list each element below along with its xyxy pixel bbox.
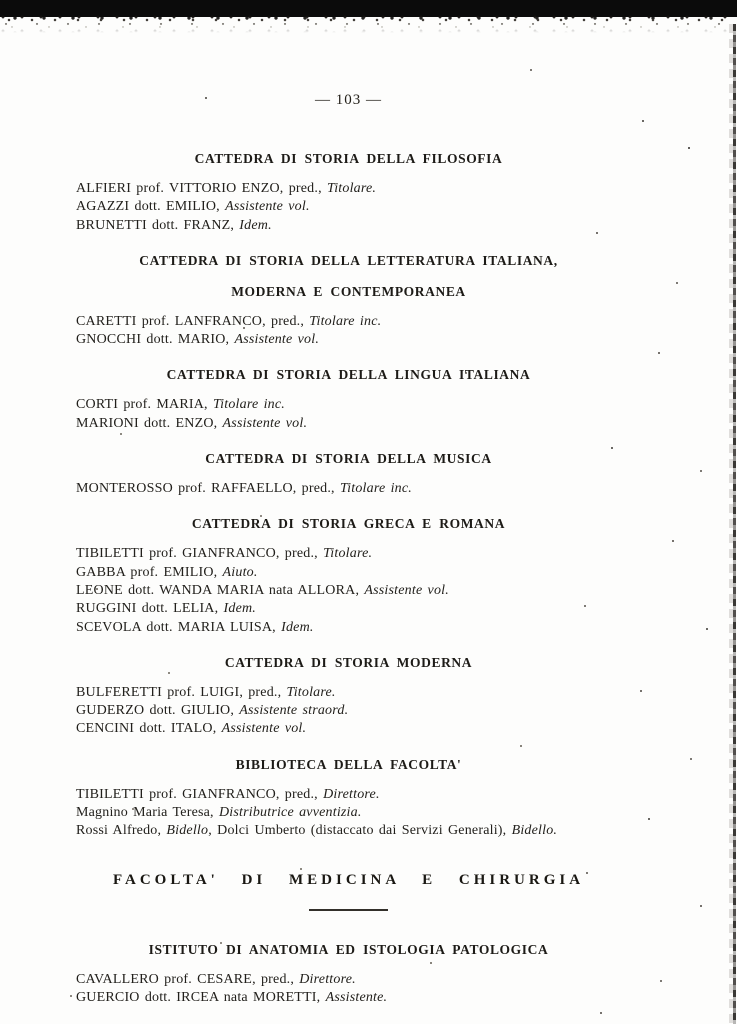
staff-entry	[76, 804, 621, 822]
chair-section	[76, 940, 621, 1008]
staff-entry	[76, 822, 621, 840]
person-name: CORTI prof. MARIA,	[76, 397, 213, 413]
role-title: Titolare inc.	[212, 397, 285, 413]
chair-section	[76, 251, 621, 350]
role-title: Titolare.	[323, 546, 373, 562]
staff-entry	[76, 600, 621, 618]
staff-entry	[76, 989, 621, 1007]
staff-entry	[76, 684, 621, 702]
person-name: MARIONI dott. ENZO,	[76, 415, 223, 431]
role-title: Idem.	[239, 217, 272, 233]
section-heading: CATTEDRA DI STORIA DELLA LETTERATURA ITALIANA,	[139, 252, 558, 268]
person-name: ALFIERI prof. VITTORIO ENZO, pred.,	[76, 181, 327, 196]
role-title: Bidello	[166, 823, 209, 839]
role-title: Assistente vol.	[221, 721, 307, 737]
chair-section	[76, 514, 621, 636]
person-name: GUDERZO dott. GIULIO,	[76, 703, 240, 719]
staff-entry	[76, 545, 621, 563]
person-name: GABBA prof. EMILIO,	[76, 564, 223, 580]
person-name: TIBILETTI prof. GIANFRANCO, pred.,	[76, 786, 324, 802]
role-title: Titolare.	[286, 684, 336, 700]
role-title: Titolare.	[326, 181, 377, 196]
faculty-divider	[76, 872, 621, 911]
person-name: AGAZZI dott. EMILIO,	[76, 199, 226, 215]
staff-entry	[76, 564, 621, 582]
person-name: GNOCCHI dott. MARIO,	[76, 332, 235, 348]
role-title: Direttore.	[323, 786, 380, 802]
role-title: Assistente vol.	[225, 199, 310, 215]
section-heading: CATTEDRA DI STORIA DELLA MUSICA	[205, 451, 492, 467]
section-heading: CATTEDRA DI STORIA DELLA LINGUA ITALIANA	[166, 367, 531, 383]
role-title: Idem.	[223, 601, 257, 617]
role-title: Titolare inc.	[309, 313, 382, 329]
staff-entry	[76, 480, 621, 498]
staff-entry	[76, 619, 621, 637]
role-title: Assistente.	[325, 989, 388, 1005]
person-name: BRUNETTI dott. FRANZ,	[76, 217, 240, 233]
staff-entry	[76, 415, 621, 433]
person-name: RUGGINI dott. LELIA,	[76, 601, 224, 617]
role-title: Assistente vol.	[364, 582, 449, 598]
role-title: Distributrice avventizia.	[218, 805, 362, 821]
page-content	[76, 0, 621, 1007]
staff-entry	[76, 720, 621, 738]
section-heading: CATTEDRA DI STORIA MODERNA	[224, 654, 473, 670]
person-name: SCEVOLA dott. MARIA LUISA,	[76, 619, 282, 635]
person-name: CENCINI dott. ITALO,	[76, 721, 222, 737]
staff-entry	[76, 396, 621, 414]
chair-section	[76, 449, 621, 498]
person-name: CAVALLERO prof. CESARE, pred.,	[76, 971, 300, 987]
role-title: Assistente vol.	[234, 332, 320, 348]
person-name: Rossi Alfredo,	[76, 823, 167, 839]
person-name: LEONE dott. WANDA MARIA nata ALLORA,	[76, 582, 365, 598]
staff-entry	[76, 702, 621, 720]
person-name: TIBILETTI prof. GIANFRANCO, pred.,	[76, 546, 324, 562]
section-heading: BIBLIOTECA DELLA FACOLTA'	[235, 756, 462, 772]
section-heading: CATTEDRA DI STORIA GRECA E ROMANA	[191, 516, 506, 532]
role-title: Assistente vol.	[222, 415, 308, 431]
person-name: Magnino Maria Teresa,	[76, 805, 219, 821]
section-heading: ISTITUTO DI ANATOMIA ED ISTOLOGIA PATOLOGICA	[148, 941, 549, 957]
chair-section	[76, 755, 621, 841]
staff-entry	[76, 786, 621, 804]
staff-entry	[76, 582, 621, 600]
staff-entry	[76, 971, 621, 989]
page-number: — 103 —	[315, 92, 382, 108]
section-heading: MODERNA E CONTEMPORANEA	[231, 283, 466, 299]
staff-entry	[76, 217, 621, 235]
staff-entry	[76, 198, 621, 216]
faculty-heading: FACOLTA' DI MEDICINA E CHIRURGIA	[112, 871, 585, 888]
section-heading: CATTEDRA DI STORIA DELLA FILOSOFIA	[194, 151, 503, 166]
staff-entry	[76, 180, 621, 198]
person-name: MONTEROSSO prof. RAFFAELLO, pred.,	[76, 481, 340, 497]
person-name: CARETTI prof. LANFRANCO, pred.,	[76, 313, 310, 329]
scan-binding-haze	[729, 24, 733, 1024]
role-title: Idem.	[281, 619, 314, 635]
role-title: Bidello.	[511, 823, 558, 839]
sections-container	[76, 149, 621, 1007]
scan-noise-specks	[0, 0, 2, 2]
divider-rule	[309, 909, 388, 911]
person-name: BULFERETTI prof. LUIGI, pred.,	[76, 684, 287, 700]
person-name: GUERCIO dott. IRCEA nata MORETTI,	[76, 989, 326, 1005]
role-title: Assistente straord.	[239, 703, 349, 719]
chair-section	[76, 365, 621, 433]
role-title: Aiuto.	[222, 564, 258, 580]
person-name: , Dolci Umberto (distaccato dai Servizi Generali),	[208, 823, 512, 839]
chair-section	[76, 653, 621, 739]
staff-entry	[76, 331, 621, 349]
staff-entry	[76, 313, 621, 331]
role-title: Titolare inc.	[339, 481, 412, 497]
scan-binding-edge	[733, 24, 736, 1024]
role-title: Direttore.	[299, 971, 356, 987]
chair-section	[76, 149, 621, 235]
